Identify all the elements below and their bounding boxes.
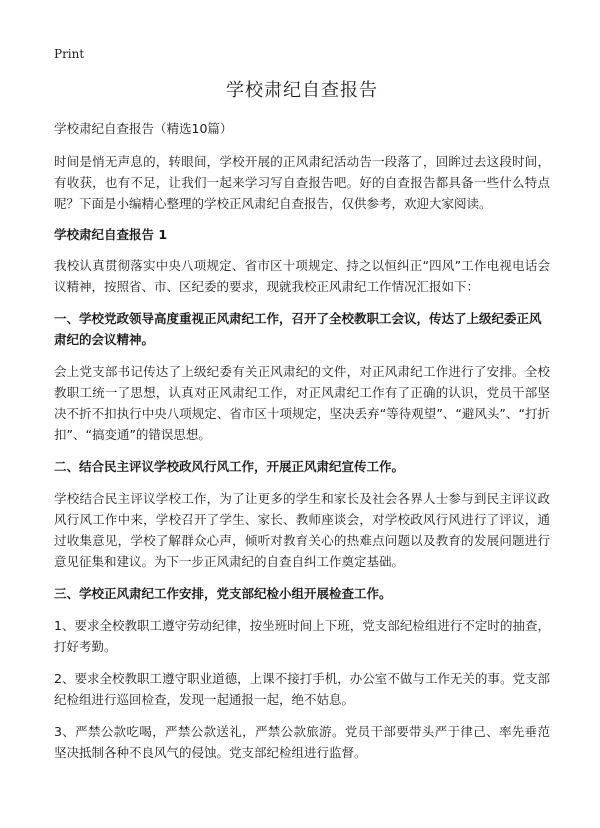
list-item-2: 2、要求全校教职工遵守职业道德，上课不接打手机，办公室不做与工作无关的事。党支部纪检组进行巡回检查，发现一起通报一起，绝不姑息。: [54, 671, 550, 707]
report-heading: 学校肃纪自查报告 1: [54, 227, 168, 242]
page-title: 学校肃纪自查报告: [226, 80, 378, 101]
list-item-3: 3、严禁公款吃喝，严禁公款送礼，严禁公款旅游。党员干部要带头严于律己、率先垂范 坚决抵制各种不良风气的侵蚀。党支部纪检组进行监督。: [54, 724, 563, 760]
list-item-1: 1、要求全校教职工遵守劳动纪律，按坐班时间上下班，党支部纪检组进行不定时的抽查，打好考勤。: [54, 618, 550, 654]
section-2-heading: 二、结合民主评议学校政风行风工作，开展正风肃纪宣传工作。: [54, 459, 405, 474]
section-1-body: 会上党支部书记传达了上级纪委有关正风肃纪的文件，对正风肃纪工作进行了安排。全校教职工统一了思想，认真对正风肃纪工作，对正风肃纪工作有了正确的认识，党员干部坚决不折不扣执行中央八项规定、省市区十项规定，坚决丢弃“等待观望”、“避风头”、“打折扣”、“搞变通”的错误思想。: [54, 364, 550, 442]
print-link[interactable]: Print: [54, 47, 85, 61]
section-1-heading: 一、学校党政领导高度重视正风肃纪工作，召开了全校教职工会议，传达了上级纪委正风肃纪的会议精神。: [54, 311, 542, 347]
intro-paragraph: 时间是悄无声息的，转眼间，学校开展的正风肃纪活动告一段落了，回眸过去这段时间，有收获，也有不足，让我们一起来学习写自查报告吧。好的自查报告都具备一些什么特点呢？下面是小编精心整理的学校正风肃纪自查报告，仅供参考，欢迎大家阅读。: [54, 154, 550, 211]
section-2-body: 学校结合民主评议学校工作，为了让更多的学生和家长及社会各界人士参与到民主评议政风行风工作中来，学校召开了学生、家长、教师座谈会，对学校政风行风进行了评议，通过收集意见，学校了解群众心声，倾听对教育关心的热难点问题以及教育的发展问题进行意见征集和建议。为下一步正风肃纪的自查自纠工作奠定基础。: [54, 491, 550, 569]
document-subtitle: 学校肃纪自查报告（精选10篇）: [54, 121, 233, 136]
opening-paragraph: 我校认真贯彻落实中央八项规定、省市区十项规定、持之以恒纠正“四风”工作电视电话会议精神，按照省、市、区纪委的要求，现就我校正风肃纪工作情况汇报如下：: [54, 258, 550, 294]
section-3-heading: 三、学校正风肃纪工作安排，党支部纪检小组开展检查工作。: [54, 586, 392, 601]
document-page: [54, 78, 563, 774]
